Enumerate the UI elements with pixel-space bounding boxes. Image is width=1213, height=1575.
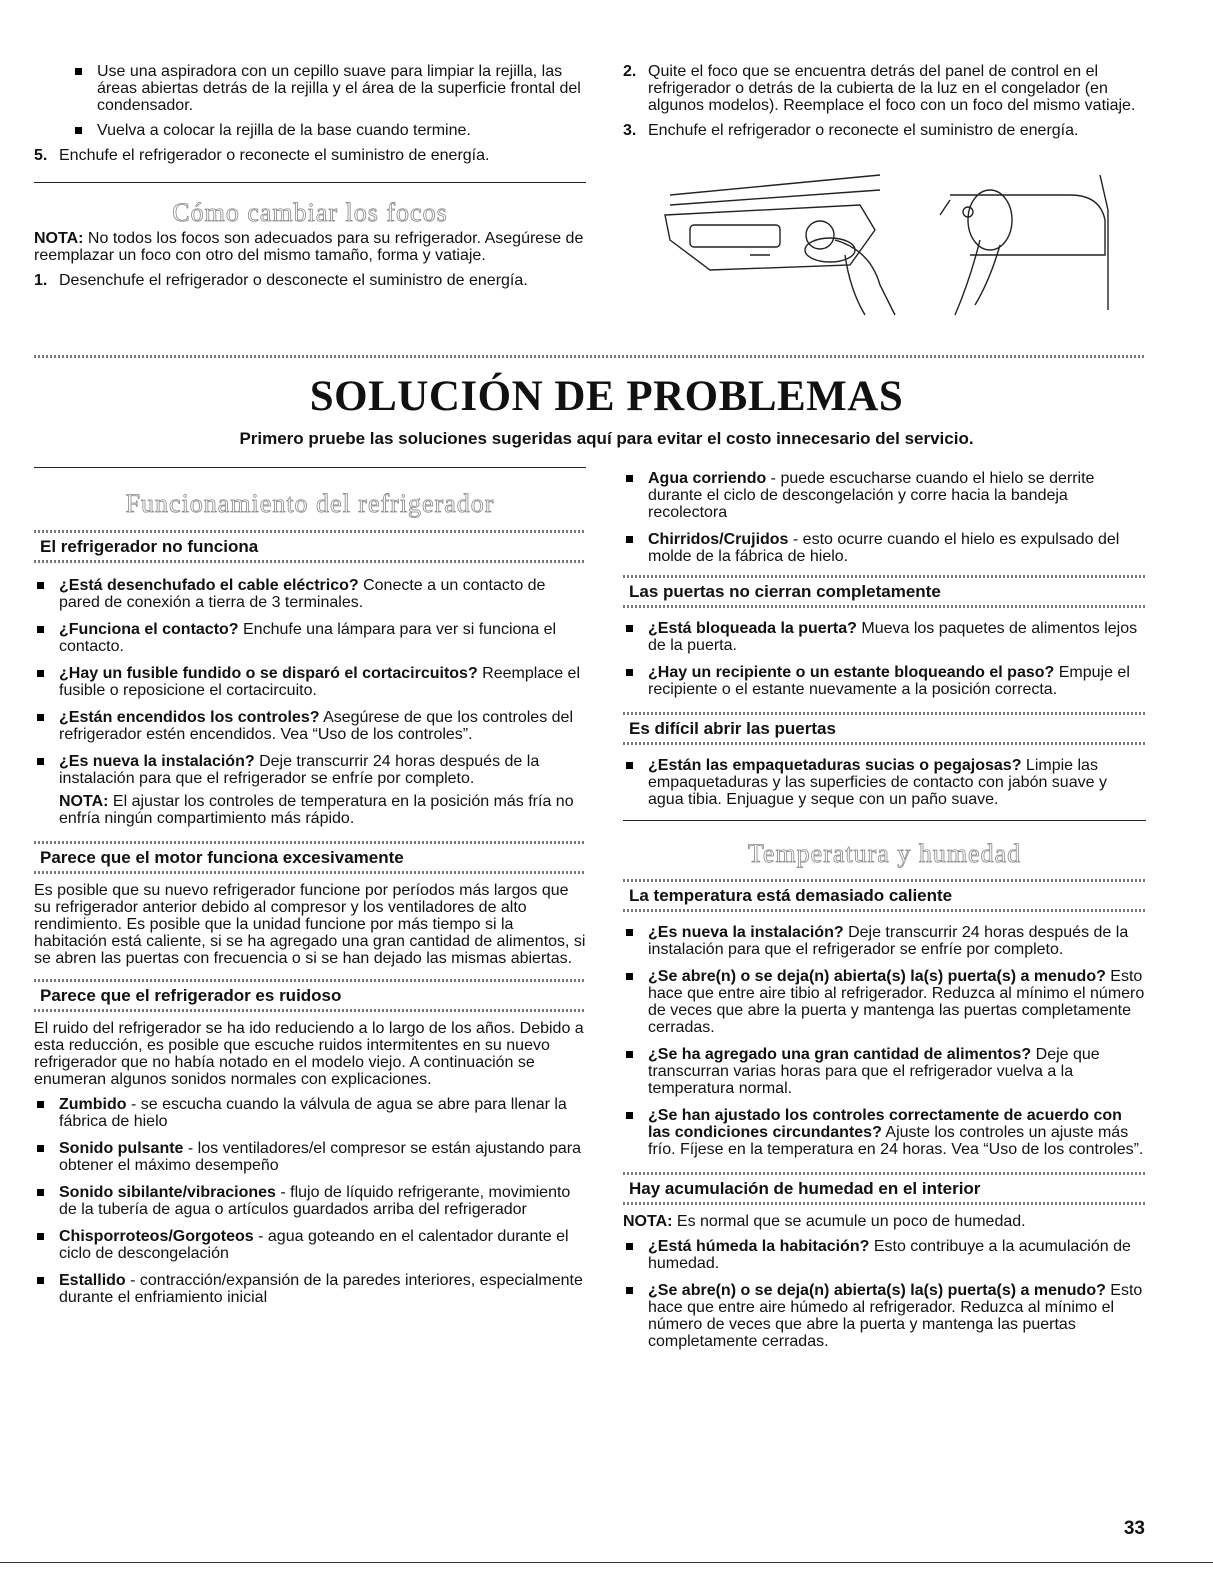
note-label: NOTA:	[623, 1213, 673, 1230]
bullet-icon	[37, 670, 44, 677]
list-item	[623, 620, 1146, 654]
bulb-replacement-illustration	[650, 170, 1140, 320]
note-text: Es normal que se acumule un poco de humedad.	[672, 1213, 1026, 1230]
answer-text: Reemplace el fusible o reposicione el cortacircuito.	[59, 665, 581, 699]
bullet-icon	[626, 1287, 633, 1294]
list-item	[34, 1228, 586, 1262]
step-2	[623, 63, 1146, 114]
answer-text: Conecte a un contacto de pared de conexión a tierra de 3 terminales.	[59, 577, 546, 611]
sound-name: Chirridos/Crujidos	[648, 531, 789, 548]
bullet-icon	[626, 1243, 633, 1250]
bullet-icon	[37, 714, 44, 721]
list-item	[623, 924, 1146, 958]
sound-description: - puede escucharse cuando el hielo se derrite durante el ciclo de descongelación y corre hacia la bandeja recolectora	[648, 470, 1095, 521]
left-column	[34, 467, 586, 1316]
divider	[623, 909, 1146, 912]
answer-text: Deje que transcurran varias horas para que el refrigerador vuelva a la temperatura normal.	[648, 1046, 1100, 1097]
subsection-title: Parece que el motor funciona excesivamente	[40, 848, 404, 867]
right-column	[623, 470, 1146, 1360]
bullet-text: Vuelva a colocar la rejilla de la base cuando termine.	[97, 122, 471, 139]
sound-description: - se escucha cuando la válvula de agua se abre para llenar la fábrica de hielo	[59, 1096, 567, 1130]
section-title: Cómo cambiar los focos	[172, 198, 448, 227]
list-item	[623, 531, 1146, 565]
answer-text: Esto hace que entre aire tibio al refrigerador. Reduzca al mínimo el número de veces que abre la puerta y mantenga las puertas completamente cerradas.	[648, 968, 1145, 1036]
list-item	[34, 665, 586, 699]
divider	[34, 560, 586, 563]
question-text: ¿Es nueva la instalación?	[648, 924, 844, 941]
step-text: Enchufe el refrigerador o reconecte el suministro de energía.	[59, 147, 490, 164]
divider	[34, 871, 586, 874]
subsection-title: La temperatura está demasiado caliente	[629, 886, 953, 905]
list-item	[623, 1238, 1146, 1272]
answer-text: Mueva los paquetes de alimentos lejos de la puerta.	[648, 620, 1138, 654]
question-text: ¿Están las empaquetaduras sucias o pegajosas?	[648, 757, 1022, 774]
question-text: ¿Hay un fusible fundido o se disparó el cortacircuitos?	[59, 665, 478, 682]
noisy-text: El ruido del refrigerador se ha ido reduciendo a lo largo de los años. Debido a esta reducción, es posible que escuche ruidos intermitentes en su nuevo refrigerador que no había notado en el modelo viejo. A continuación se enumeran algunos sonidos normales con explicaciones.	[34, 1020, 584, 1088]
motor-text: Es posible que su nuevo refrigerador funcione por períodos más largos que su refrigerador anterior debido al compresor y los ventiladores de alto rendimiento. Es posible que la unidad funcione por más tiempo si la habitación está caliente, si se ha agregado una gran cantidad de alimentos, si se abren las puertas con frecuencia o si se han dejado las mismas abiertas.	[34, 882, 586, 967]
bullet-icon	[626, 929, 633, 936]
question-text: ¿Está bloqueada la puerta?	[648, 620, 857, 637]
step-number: 3.	[623, 122, 637, 139]
question-text: ¿Se abre(n) o se deja(n) abierta(s) la(s) puerta(s) a menudo?	[648, 968, 1106, 985]
divider	[623, 605, 1146, 608]
divider	[623, 1202, 1146, 1205]
moisture-note	[623, 1213, 1146, 1230]
sound-name: Estallido	[59, 1272, 126, 1289]
bulbs-note	[34, 230, 586, 264]
divider	[34, 182, 586, 183]
sound-description: - los ventiladores/el compresor se están ajustando para obtener el máximo desempeño	[59, 1140, 581, 1174]
bullet-icon	[626, 625, 633, 632]
list-item	[34, 621, 586, 655]
question-text: ¿Hay un recipiente o un estante bloqueando el paso?	[648, 664, 1055, 681]
answer-text: Esto hace que entre aire húmedo al refrigerador. Reduzca al mínimo el número de veces que abre la puerta y mantenga las puertas completamente cerradas.	[648, 1282, 1143, 1350]
answer-text: Asegúrese de que los controles del refrigerador estén encendidos. Vea “Uso de los controles”.	[59, 709, 573, 743]
step-text: Quite el foco que se encuentra detrás del panel de control en el refrigerador o detrás de la cubierta de la luz en el congelador (en algunos modelos). Reemplace el foco con un foco del mismo vatiaje.	[648, 63, 1136, 114]
answer-text: Enchufe una lámpara para ver si funciona el contacto.	[59, 621, 557, 655]
note-label: NOTA:	[59, 793, 109, 810]
bullet-icon	[626, 1112, 633, 1119]
bulbs-section	[34, 196, 586, 297]
bullet-icon	[37, 1101, 44, 1108]
list-item	[34, 1184, 586, 1218]
top-left-column	[34, 63, 586, 172]
step-text: Desenchufe el refrigerador o desconecte el suministro de energía.	[59, 272, 528, 289]
subsection-title: El refrigerador no funciona	[40, 537, 259, 556]
freezer-light-drawing	[940, 175, 1108, 315]
top-right-column	[623, 63, 1146, 147]
bullet-icon	[626, 762, 633, 769]
list-item	[623, 1046, 1146, 1097]
bullet-icon	[37, 582, 44, 589]
list-item	[72, 63, 586, 114]
subsection-title: Las puertas no cierran completamente	[629, 582, 941, 601]
divider	[623, 820, 1146, 821]
list-item	[34, 709, 586, 743]
bullet-text: Use una aspiradora con un cepillo suave para limpiar la rejilla, las áreas abiertas detrás de la rejilla y el área de la superficie frontal del condensador.	[97, 63, 581, 114]
question-text: ¿Se han ajustado los controles correctamente de acuerdo con las condiciones circundantes?	[648, 1107, 1122, 1141]
noise-list	[34, 1096, 586, 1306]
sound-name: Zumbido	[59, 1096, 127, 1113]
list-item	[72, 122, 586, 139]
step-number: 5.	[34, 147, 48, 164]
moisture-list	[623, 1238, 1146, 1350]
bullet-icon	[37, 626, 44, 633]
list-item	[623, 664, 1146, 698]
sound-name: Sonido sibilante/vibraciones	[59, 1184, 276, 1201]
answer-text: Empuje el recipiente o el estante nuevamente a la posición correcta.	[648, 664, 1130, 698]
page-subtitle: Primero pruebe las soluciones sugeridas aquí para evitar el costo innecesario del servicio.	[239, 429, 974, 448]
not-working-list	[34, 577, 586, 827]
note	[59, 793, 586, 827]
sound-description: - contracción/expansión de la paredes interiores, especialmente durante el enfriamiento inicial	[59, 1272, 583, 1306]
answer-text: Ajuste los controles un ajuste más frío. Fíjese en la temperatura en 24 horas. Vea “Uso de los controles”.	[648, 1124, 1144, 1158]
answer-text: Deje transcurrir 24 horas después de la instalación para que el refrigerador se enfríe por completo.	[648, 924, 1129, 958]
note-text: No todos los focos son adecuados para su refrigerador. Asegúrese de reemplazar un foco con otro del mismo tamaño, forma y vatiaje.	[34, 230, 584, 264]
sound-description: - agua goteando en el calentador durante el ciclo de descongelación	[59, 1228, 569, 1262]
divider	[623, 742, 1146, 745]
sound-name: Chisporroteos/Gorgoteos	[59, 1228, 254, 1245]
sound-name: Sonido pulsante	[59, 1140, 184, 1157]
list-item	[34, 1096, 586, 1130]
divider	[34, 355, 1146, 358]
list-item	[623, 470, 1146, 521]
bullet-icon	[626, 475, 633, 482]
page-title: SOLUCIÓN DE PROBLEMAS	[309, 373, 904, 420]
note-label: NOTA:	[34, 230, 84, 247]
section-title: Funcionamiento del refrigerador	[125, 489, 495, 518]
question-text: ¿Está desenchufado el cable eléctrico?	[59, 577, 359, 594]
step-5	[34, 147, 586, 164]
question-text: ¿Es nueva la instalación?	[59, 753, 255, 770]
sound-description: - esto ocurre cuando el hielo es expulsado del molde de la fábrica de hielo.	[648, 531, 1120, 565]
list-item	[34, 753, 586, 827]
step-number: 1.	[34, 272, 48, 289]
page-number: 33	[1123, 1518, 1145, 1539]
list-item	[623, 1107, 1146, 1158]
bullet-icon	[37, 1189, 44, 1196]
bullet-icon	[37, 1145, 44, 1152]
answer-text: Deje transcurrir 24 horas después de la instalación para que el refrigerador se enfríe por completo.	[59, 753, 540, 787]
warm-list	[623, 924, 1146, 1158]
control-panel-drawing	[665, 175, 895, 315]
list-item	[623, 968, 1146, 1036]
list-item	[34, 577, 586, 611]
list-item	[34, 1140, 586, 1174]
bullet-icon	[37, 758, 44, 765]
step-1	[34, 272, 586, 289]
note-text: El ajustar los controles de temperatura en la posición más fría no enfría ningún compartimiento más rápido.	[59, 793, 574, 827]
question-text: ¿Se abre(n) o se deja(n) abierta(s) la(s) puerta(s) a menudo?	[648, 1282, 1106, 1299]
step-number: 2.	[623, 63, 637, 80]
bullet-icon	[626, 973, 633, 980]
answer-text: Esto contribuye a la acumulación de humedad.	[648, 1238, 1131, 1272]
divider	[0, 1562, 1213, 1563]
bullet-icon	[37, 1277, 44, 1284]
section-title: Temperatura y humedad	[747, 839, 1022, 868]
divider	[34, 467, 586, 468]
step-3	[623, 122, 1146, 139]
question-text: ¿Funciona el contacto?	[59, 621, 239, 638]
subsection-title: Hay acumulación de humedad en el interior	[629, 1179, 981, 1198]
condenser-bullets	[34, 63, 586, 139]
bullet-icon	[626, 536, 633, 543]
doors-list	[623, 620, 1146, 698]
bullet-icon	[37, 1233, 44, 1240]
hard-open-list	[623, 757, 1146, 808]
subsection-title: Es difícil abrir las puertas	[629, 719, 836, 738]
bullet-icon	[75, 68, 82, 75]
sound-description: - flujo de líquido refrigerante, movimiento de la tubería de agua o artículos guardados arriba del refrigerador	[59, 1184, 571, 1218]
question-text: ¿Está húmeda la habitación?	[648, 1238, 870, 1255]
bullet-icon	[75, 127, 82, 134]
bullet-icon	[626, 1051, 633, 1058]
bullet-icon	[626, 669, 633, 676]
list-item	[34, 1272, 586, 1306]
step-text: Enchufe el refrigerador o reconecte el suministro de energía.	[648, 122, 1079, 139]
list-item	[623, 757, 1146, 808]
noise-list-continued	[623, 470, 1146, 565]
sound-name: Agua corriendo	[648, 470, 767, 487]
answer-text: Limpie las empaquetaduras y las superficies de contacto con jabón suave y agua tibia. Enjuague y seque con un paño suave.	[648, 757, 1107, 808]
question-text: ¿Están encendidos los controles?	[59, 709, 320, 726]
list-item	[623, 1282, 1146, 1350]
question-text: ¿Se ha agregado una gran cantidad de alimentos?	[648, 1046, 1032, 1063]
divider	[34, 1009, 586, 1012]
subsection-title: Parece que el refrigerador es ruidoso	[40, 986, 342, 1005]
